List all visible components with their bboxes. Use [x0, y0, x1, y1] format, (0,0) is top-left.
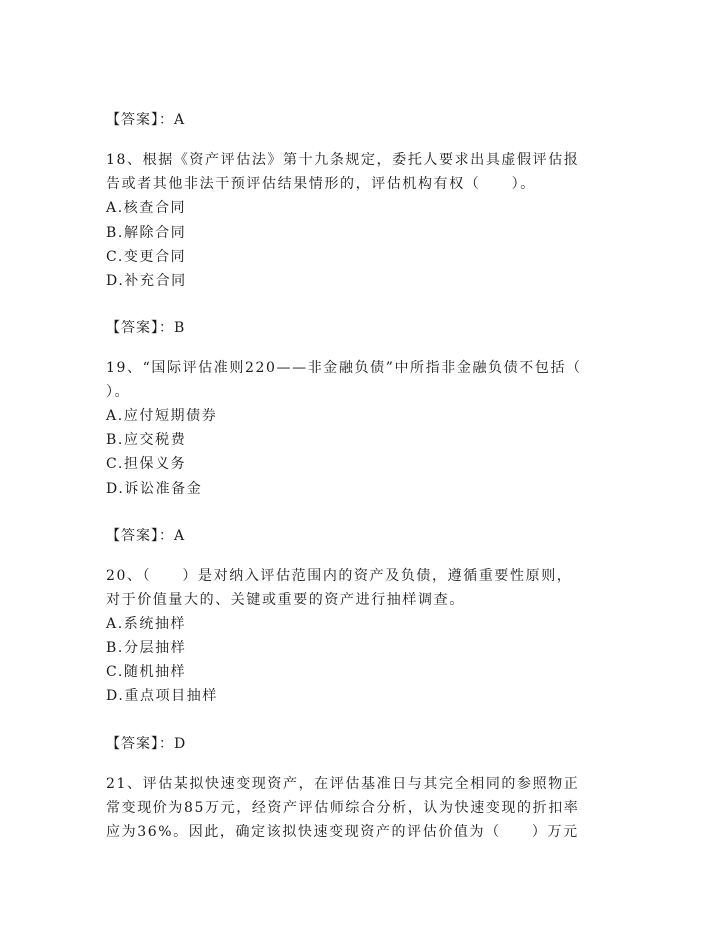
answer-19: 【答案】：A	[106, 528, 186, 544]
question-21-line-3: 应为36%。因此，确定该拟快速变现资产的评估价值为（ ）万元	[106, 824, 579, 840]
question-19-line-2: ）。	[106, 384, 131, 400]
answer-18: 【答案】：B	[106, 320, 186, 336]
question-19-option-b: B.应交税费	[106, 432, 187, 448]
question-21-line-2: 常变现价为85万元，经资产评估师综合分析，认为快速变现的折扣率	[106, 800, 580, 816]
question-20-option-c: C.随机抽样	[106, 664, 187, 680]
question-20-option-a: A.系统抽样	[106, 616, 187, 632]
question-18-option-d: D.补充合同	[106, 273, 187, 289]
question-18-option-a: A.核查合同	[106, 200, 187, 216]
answer-20: 【答案】：D	[106, 736, 187, 752]
question-20-line-2: 对于价值量大的、关键或重要的资产进行抽样调查。	[106, 592, 465, 608]
question-20-line-1: 20、（ ）是对纳入评估范围内的资产及负债，遵循重要性原则，	[106, 568, 573, 584]
question-18-option-c: C.变更合同	[106, 249, 187, 265]
question-19-line-1: 19、“国际评估准则220——非金融负债”中所指非金融负债不包括（	[106, 360, 582, 376]
question-18-line-2: 告或者其他非法干预评估结果情形的，评估机构有权（ ）。	[106, 176, 536, 192]
question-19-option-c: C.担保义务	[106, 456, 187, 472]
question-18-option-b: B.解除合同	[106, 225, 187, 241]
question-18-line-1: 18、根据《资产评估法》第十九条规定，委托人要求出具虚假评估报	[106, 152, 580, 168]
question-19-option-d: D.诉讼准备金	[106, 481, 203, 497]
question-21-line-1: 21、评估某拟快速变现资产，在评估基准日与其完全相同的参照物正	[106, 776, 580, 792]
question-20-option-b: B.分层抽样	[106, 640, 187, 656]
question-20-option-d: D.重点项目抽样	[106, 688, 218, 704]
answer-17: 【答案】：A	[106, 112, 186, 128]
question-19-option-a: A.应付短期债券	[106, 408, 218, 424]
